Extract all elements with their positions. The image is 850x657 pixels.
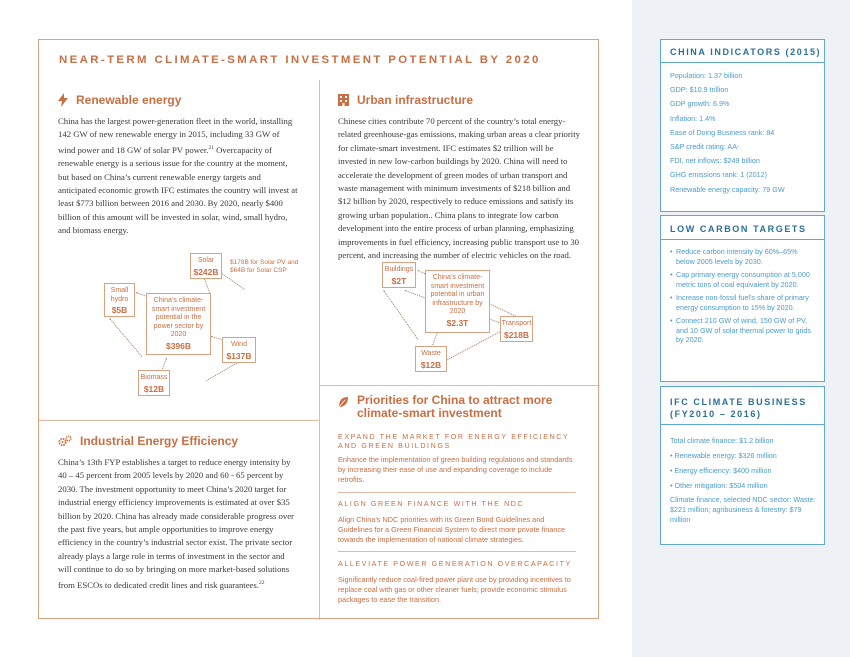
renewable-body [58,115,298,238]
renewable-body-text: China has the largest power-generation fleet in the world, installing 142 GW of new renewable energy in 2015, including 33 GW of wind power and 18 GW of solar PV power. [58,116,293,155]
wind-label: Wind [231,341,247,348]
targets-list [670,247,818,349]
transport-box [500,316,533,342]
biomass-label: Biomass [140,374,168,381]
indicator-item: Inflation: 1.4% [670,113,716,123]
targets-rule [660,239,825,240]
business-bullet: • Energy efficiency: $400 million [670,466,772,475]
business-footer: Climate finance, selected NDC sector: Waste: $221 million; agribusiness & forestry: $79 million [670,495,816,524]
power-center-box [146,293,211,355]
business-bullet: • Renewable energy: $326 million [670,451,777,460]
industrial-heading-text: Industrial Energy Efficiency [80,434,239,448]
business-title-line1: IFC CLIMATE BUSINESS [670,397,807,407]
industrial-heading [58,434,238,448]
waste-value: $12B [420,359,442,370]
biomass-value: $12B [143,383,165,394]
transport-value: $218B [503,329,530,340]
target-item: • Connect 210 GW of wind, 150 GW of PV, and 10 GW of solar thermal power to grids by 2020. [670,316,818,345]
priorities-heading-line2: climate-smart investment [357,406,502,420]
column-divider [319,80,320,620]
panel-title: NEAR-TERM CLIMATE-SMART INVESTMENT POTENTIAL BY 2020 [59,54,541,66]
solar-box [190,253,222,279]
urban-center-label: China’s climate-smart investment potential in urban infrastructure by 2020 [430,274,485,315]
wind-box [222,337,256,363]
priority-1-title [338,433,583,451]
solar-note: $178B for Solar PV and $64B for Solar CSP [230,259,299,274]
business-bullet-text: Energy efficiency: $400 million [674,466,772,475]
renewable-body-text-2: Overcapacity of renewable energy is a serious issue for the country at the moment, but based on China’s current renewable energy targets and anticipated economic growth IFC estimates the country will invest at least $773 billion between 2016 and 2030. By 2020, nearly $400 billion of this amount will be invested in solar, wind, small hydro, and biomass energy. [58,144,298,236]
indicators-title: CHINA INDICATORS (2015) [670,47,822,57]
right-divider [320,385,600,386]
renewable-heading [58,93,181,107]
industrial-body [58,456,300,592]
urban-heading-text: Urban infrastructure [357,93,474,107]
waste-box [415,346,447,372]
business-title-line2: (FY2010 – 2016) [670,409,762,419]
business-bullet: • Other mitigation: $504 million [670,481,768,490]
gears-icon [58,435,72,447]
priority-divider [338,492,576,493]
target-item: • Cap primary energy consumption at 5,000 metric tons of coal equivalent by 2020. [670,270,818,289]
power-center-value: $396B [165,340,192,351]
urban-center-value: $2.3T [446,317,469,328]
business-bullet-text: Renewable energy: $326 million [674,451,777,460]
buildings-value: $2T [391,275,407,286]
buildings-box [382,262,416,288]
biomass-box [138,370,170,396]
indicator-item: Renewable energy capacity: 79 GW [670,184,785,194]
urban-body: Chinese cities contribute 70 percent of the country’s total energy-related greenhouse-gas emissions, making urban areas a clear priority for climate-smart investment. IFC estimates $2 trillion will be invested in new low-carbon buildings by 2020. China will need to accelerate the development of green modes of urban transport and waste management with minimum investments of $218 billion and $12 billion by 2020, respectively to reduce emissions and satisfy its growing urban population.. China plans to integrate low carbon development into the entire process of urban planning, emphasizing improvements in fuel efficiency, increasing public transport use to 30 percent, and increasing the number of electric vehicles on the road. [338,116,580,261]
renewable-heading-text: Renewable energy [76,93,182,107]
priority-2-title: ALIGN GREEN FINANCE WITH THE NDC [338,500,525,508]
indicator-item: GDP: $10.9 trillion [670,85,729,95]
indicator-item: FDI, net inflows: $249 billion [670,156,760,166]
business-list [670,433,820,525]
priorities-heading-line1: Priorities for China to attract more [357,393,553,407]
footnote-21: 21 [208,144,214,151]
urban-center-box [425,270,490,333]
lightning-icon [58,93,68,107]
indicator-item: GDP growth: 6.9% [670,99,730,109]
indicators-list [670,69,820,197]
hydro-value: $5B [111,305,128,315]
indicators-rule [660,62,825,63]
indicator-item: GHG emissions rank: 1 (2012) [670,170,768,180]
priority-2-text: Align China’s NDC priorities with its Green Bond Guidelines and Guidelines for a Green Financial System to direct more private finance towards the implementation of national climate strategies. [338,515,566,544]
priorities-heading [338,394,552,420]
indicator-item: Ease of Doing Business rank: 84 [670,127,775,137]
waste-label: Waste [421,350,441,357]
industrial-body-text: China’s 13th FYP establishes a target to reduce energy intensity by 40 – 45 percent from 2005 levels by 2020 and 60 - 65 percent by 2030. The investment opportunity to meet China’s 2020 target for industrial energy efficiency improvements is estimated at over $35 billion by 2020. China has already made considerable progress over the past five years, but ample opportunities to improve energy efficiency in the country’s industrial sector exist. The private sector already plays a large role in terms of investment in the sector and will continue to do so by bringing on more market-based solutions from ESCOs to dedicated credit lines and risk guarantees. [58,457,294,590]
building-icon [338,94,349,106]
footnote-22: 22 [258,579,265,586]
business-rule [660,424,825,425]
buildings-label: Buildings [384,266,414,273]
priority-1-title-line1: EXPAND THE MARKET FOR ENERGY EFFICIENCY [338,433,570,441]
business-total: Total climate finance: $1.2 billion [670,436,774,445]
target-item: • Increase non-fossil fuel’s share of primary energy consumption to 15% by 2020. [670,293,818,312]
indicator-item: Population: 1.37 billion [670,71,743,80]
leaf-icon [338,396,349,408]
priority-3-text: Significantly reduce coal-fired power plant use by providing incentives to replace coal with gas or other cleaner fuels; provide economic stimulus packages to ease the transition. [338,575,571,604]
wind-value: $137B [226,350,252,361]
business-bullet-text: Other mitigation: $504 million [674,481,768,490]
priority-1-text: Enhance the implementation of green building regulations and standards by increasing their ease of use and expanding coverage to include retrofits. [338,455,573,484]
priority-1-title-line2: AND GREEN BUILDINGS [338,442,451,450]
priorities-title [357,394,552,420]
priority-divider [338,551,576,552]
small-hydro-box [104,283,135,317]
urban-heading [338,93,473,107]
solar-label: Solar [197,257,215,264]
targets-title: LOW CARBON TARGETS [670,224,807,234]
business-title [670,396,807,420]
power-center-label: China’s climate-smart investment potential in the power sector by 2020 [151,297,206,338]
left-divider [39,420,319,421]
solar-value: $242B [193,266,219,277]
priority-3-title: ALLEVIATE POWER GENERATION OVERCAPACITY [338,560,572,568]
indicator-item: S&P credit rating: AA- [670,142,740,152]
hydro-label: Small hydro [110,287,129,303]
target-item: • Reduce carbon intensity by 60%–65% below 2005 levels by 2030. [670,247,818,266]
transport-label: Transport [501,320,532,327]
